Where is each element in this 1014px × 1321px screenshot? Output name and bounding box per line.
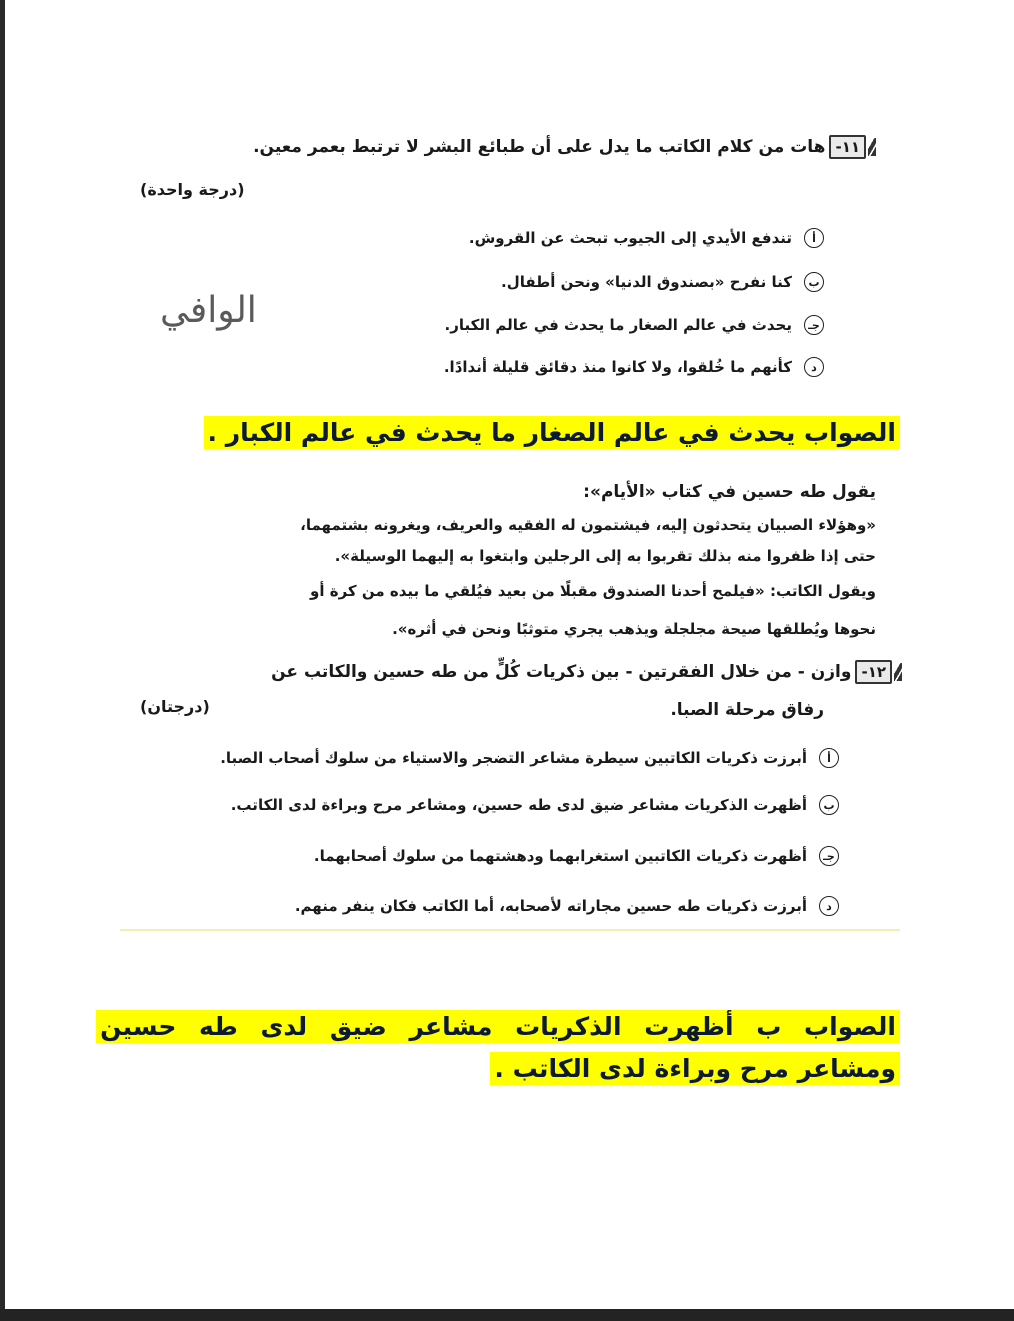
q11-option-b[interactable] [501, 272, 824, 292]
passage-line-3: ويقول الكاتب: «فيلمح أحدنا الصندوق مقبلًا من بعيد فيُلقي ما بيده من كرة أو [310, 582, 876, 600]
badge-tail-icon [868, 138, 876, 156]
question-11-title [253, 135, 876, 159]
q11-option-d[interactable] [444, 357, 824, 377]
option-text: أبرزت ذكريات طه حسين مجاراته لأصحابه، أما الكاتب فكان ينفر منهم. [294, 897, 807, 915]
question-dash: - [835, 138, 842, 156]
passage-line-4: نحوها ويُطلقها صيحة مجلجلة ويذهب يجري متوثبًا ونحن في أثره». [392, 620, 876, 638]
passage-line-2: حتى إذا ظفروا منه بذلك تقربوا به إلى الرجلين وابتغوا به إليهما الوسيلة». [334, 547, 876, 565]
question-12-answer-line-1 [96, 1010, 900, 1044]
option-letter-circle-icon: أ [819, 748, 839, 768]
option-text: كنا نفرح «بصندوق الدنيا» ونحن أطفال. [501, 273, 792, 291]
section-divider [120, 929, 900, 931]
q12-option-a[interactable] [220, 748, 839, 768]
option-text: يحدث في عالم الصغار ما يحدث في عالم الكبار. [444, 316, 792, 334]
badge-tail-icon [894, 663, 902, 681]
option-text: تندفع الأيدي إلى الجيوب تبحث عن القروش. [468, 229, 792, 247]
q11-option-c[interactable] [445, 315, 824, 335]
question-11-number-badge [829, 135, 866, 159]
question-12-grade: (درجتان) [140, 697, 210, 716]
question-number: ١٢ [867, 663, 886, 681]
option-letter-circle-icon: أ [804, 228, 824, 248]
question-12-answer-line-2 [490, 1052, 900, 1086]
question-12-number-badge [855, 660, 892, 684]
option-letter-circle-icon: جـ [804, 315, 824, 335]
passage-line-1: «وهؤلاء الصبيان يتحدثون إليه، فيشتمون له الفقيه والعريف، ويغرونه بشتمهما، [300, 516, 876, 534]
question-text: هات من كلام الكاتب ما يدل على أن طبائع البشر لا ترتبط بعمر معين. [253, 137, 826, 157]
option-letter-circle-icon: د [804, 357, 824, 377]
q12-option-d[interactable] [295, 896, 839, 916]
option-letter-circle-icon: ب [804, 272, 824, 292]
question-11-grade: (درجة واحدة) [140, 180, 245, 199]
q12-option-c[interactable] [314, 846, 839, 866]
answer-highlight: الصواب يحدث في عالم الصغار ما يحدث في عالم الكبار . [204, 416, 901, 449]
question-dash: - [861, 663, 868, 681]
question-12-text-line-2: رفاق مرحلة الصبا. [670, 700, 824, 720]
option-letter-circle-icon: ب [819, 795, 839, 815]
option-letter-circle-icon: د [819, 896, 839, 916]
answer-highlight: ومشاعر مرح وبراءة لدى الكاتب . [490, 1052, 900, 1085]
watermark-logo-text: الوافي [160, 290, 257, 331]
answer-highlight: الصواب ب أظهرت الذكريات مشاعر ضيق لدى طه حسين [96, 1010, 900, 1043]
window-bottom-bar [0, 1309, 1014, 1321]
question-12-title [271, 660, 902, 684]
question-11-answer [204, 416, 901, 450]
question-text-line-1: وازن - من خلال الفقرتين - بين ذكريات كُلٍّ من طه حسين والكاتب عن [271, 662, 852, 682]
option-text: أظهرت الذكريات مشاعر ضيق لدى طه حسين، ومشاعر مرح وبراءة لدى الكاتب. [230, 796, 807, 814]
option-letter-circle-icon: جـ [819, 846, 839, 866]
q11-option-a[interactable] [469, 228, 824, 248]
option-text: أظهرت ذكريات الكاتبين استغرابهما ودهشتهما من سلوك أصحابهما. [313, 847, 807, 865]
question-number: ١١ [841, 138, 860, 156]
option-text: أبرزت ذكريات الكاتبين سيطرة مشاعر التضجر والاستياء من سلوك أصحاب الصبا. [220, 749, 807, 767]
passage-heading: يقول طه حسين في كتاب «الأيام»: [583, 482, 876, 502]
option-text: كأنهم ما خُلقوا، ولا كانوا منذ دقائق قليلة أندادًا. [443, 358, 792, 376]
q12-option-b[interactable] [231, 795, 839, 815]
